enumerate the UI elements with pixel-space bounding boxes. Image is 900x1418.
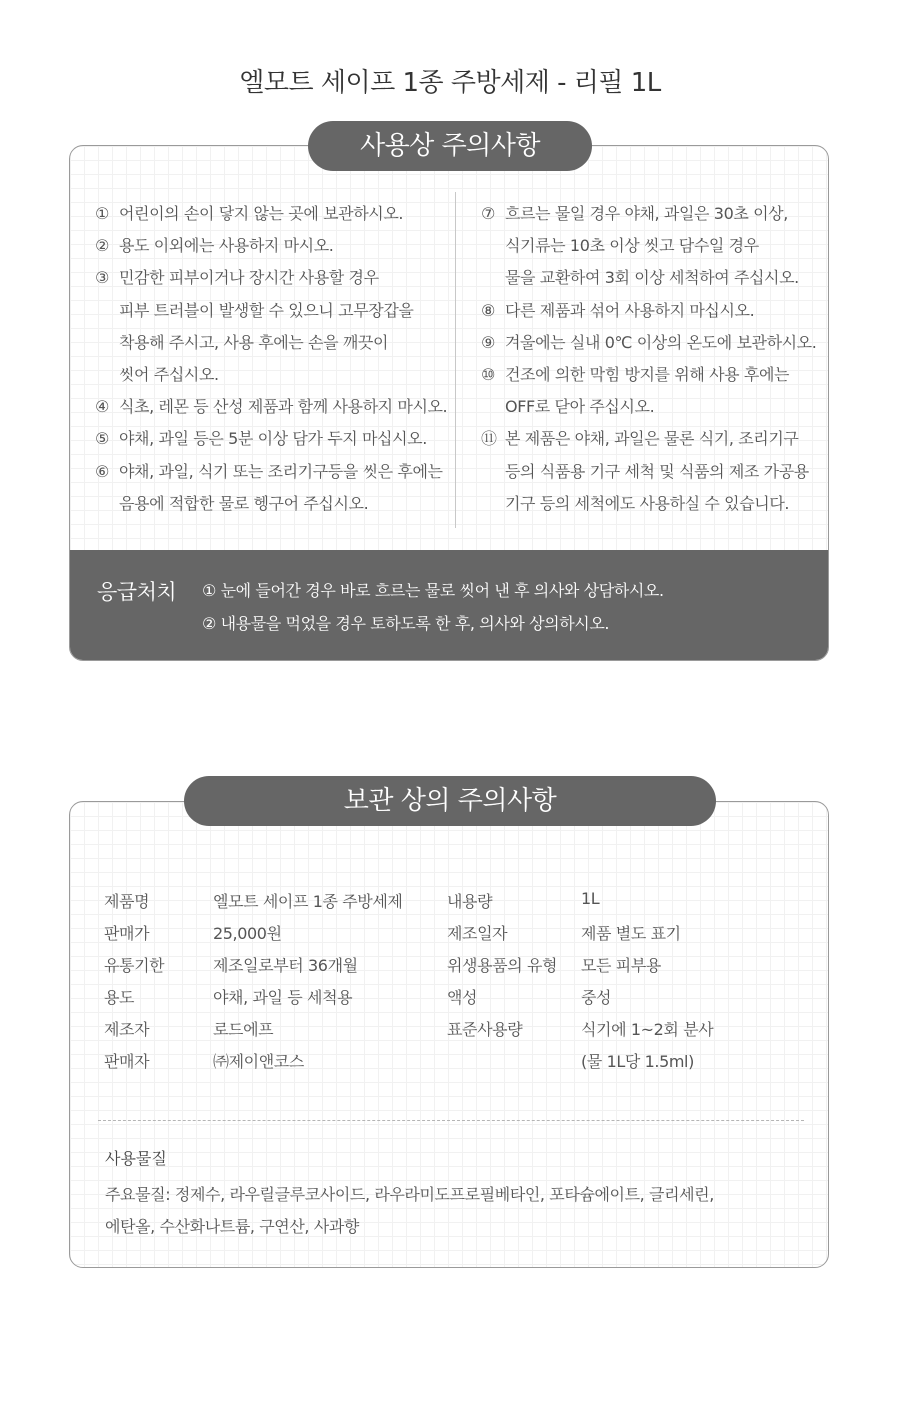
caution-line-continued: 씻어 주십시오. (119, 364, 219, 384)
usage-caution-list (70, 146, 829, 550)
caution-line-continued: 착용해 주시고, 사용 후에는 손을 깨끗이 (119, 332, 389, 352)
spec-label: 유통기한 (104, 956, 165, 975)
materials-title: 사용물질 (105, 1149, 167, 1168)
spec-value: 식기에 1~2회 분사 (581, 1020, 714, 1039)
caution-line: ⑩ 건조에 의한 막힘 방지를 위해 사용 후에는 (481, 364, 790, 384)
spec-label: 판매가 (104, 924, 150, 943)
emergency-title: 응급처치 (97, 580, 177, 604)
emergency-line: ① 눈에 들어간 경우 바로 흐르는 물로 씻어 낸 후 의사와 상담하시오. (202, 581, 664, 600)
spec-label: 위생용품의 유형 (447, 956, 558, 975)
spec-value: 1L (581, 889, 600, 908)
materials-line: 에탄올, 수산화나트륨, 구연산, 사과향 (105, 1217, 359, 1236)
spec-value: ㈜제이앤코스 (213, 1052, 304, 1071)
spec-label: 판매자 (104, 1052, 150, 1071)
caution-line-continued: 기구 등의 세척에도 사용하실 수 있습니다. (505, 493, 790, 513)
caution-line-continued: 피부 트러블이 발생할 수 있으니 고무장갑을 (119, 300, 414, 320)
usage-caution-left-column (95, 198, 450, 520)
spec-value: 25,000원 (213, 924, 282, 943)
caution-line: ⑥ 야채, 과일, 식기 또는 조리기구등을 씻은 후에는 (95, 461, 443, 481)
caution-line-continued: OFF로 닫아 주십시오. (505, 397, 655, 417)
spec-label: 내용량 (447, 892, 493, 911)
spec-value: (물 1L당 1.5ml) (581, 1052, 694, 1071)
caution-line-continued: 음용에 적합한 물로 헹구어 주십시오. (119, 493, 369, 513)
caution-line: ⑤ 야채, 과일 등은 5분 이상 담가 두지 마십시오. (95, 429, 427, 449)
emergency-line: ② 내용물을 먹었을 경우 토하도록 한 후, 의사와 상의하시오. (202, 614, 610, 633)
emergency-section (70, 550, 829, 661)
caution-line: ② 용도 이외에는 사용하지 마시오. (95, 236, 334, 256)
caution-line-continued: 물을 교환하여 3회 이상 세척하여 주십시오. (505, 268, 799, 288)
spec-value: 모든 피부용 (581, 956, 661, 975)
spec-value: 중성 (581, 988, 612, 1007)
spec-label: 표준사용량 (447, 1020, 523, 1039)
caution-line: ③ 민감한 피부이거나 장시간 사용할 경우 (95, 268, 379, 288)
usage-caution-right-column (481, 198, 821, 520)
usage-caution-title: 사용상 주의사항 (308, 121, 592, 171)
caution-line: ① 어린이의 손이 닿지 않는 곳에 보관하시오. (95, 204, 404, 223)
spec-label: 액성 (447, 988, 478, 1007)
storage-caution-box (69, 801, 829, 1268)
spec-label: 제품명 (104, 892, 150, 911)
spec-value: 제품 별도 표기 (581, 924, 681, 943)
storage-caution-title: 보관 상의 주의사항 (184, 776, 716, 826)
caution-line: ⑨ 겨울에는 실내 0℃ 이상의 온도에 보관하시오. (481, 332, 817, 352)
spec-label: 제조자 (104, 1020, 150, 1039)
usage-caution-box (69, 145, 829, 661)
spec-value: 야채, 과일 등 세척용 (213, 988, 353, 1007)
dashed-divider (98, 1120, 804, 1121)
column-divider (455, 192, 456, 528)
caution-line: ④ 식초, 레몬 등 산성 제품과 함께 사용하지 마시오. (95, 397, 448, 417)
caution-line: ⑧ 다른 제품과 섞어 사용하지 마십시오. (481, 300, 755, 320)
spec-label: 용도 (104, 988, 135, 1007)
caution-line: ⑪ 본 제품은 야채, 과일은 물론 식기, 조리기구 (481, 429, 799, 449)
materials-line: 주요물질: 정제수, 라우릴글루코사이드, 라우라미도프로필베타인, 포타슘에이트, 글리세린, (105, 1185, 714, 1204)
spec-value: 엘모트 세이프 1종 주방세제 (213, 892, 403, 911)
spec-label: 제조일자 (447, 924, 508, 943)
caution-line-continued: 등의 식품용 기구 세척 및 식품의 제조 가공용 (505, 461, 809, 481)
spec-value: 제조일로부터 36개월 (213, 956, 358, 975)
page-title: 엘모트 세이프 1종 주방세제 - 리필 1L (239, 68, 661, 98)
caution-line: ⑦ 흐르는 물일 경우 야채, 과일은 30초 이상, (481, 204, 788, 223)
spec-value: 로드에프 (213, 1020, 274, 1039)
caution-line-continued: 식기류는 10초 이상 씻고 담수일 경우 (505, 236, 759, 256)
